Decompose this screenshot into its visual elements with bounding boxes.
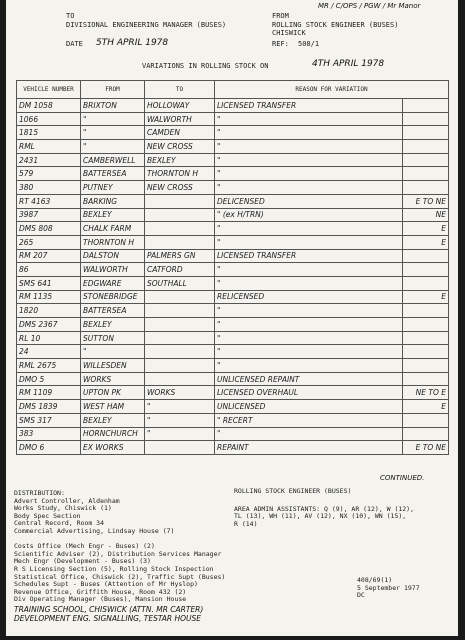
- cell-reason: ": [215, 181, 403, 195]
- cell-note: [403, 112, 449, 126]
- cell-to: NEW CROSS: [145, 181, 215, 195]
- cell-to: WALWORTH: [145, 112, 215, 126]
- cell-note: E: [403, 290, 449, 304]
- cell-reason: ": [215, 140, 403, 154]
- cell-note: NE TO E: [403, 386, 449, 400]
- cell-note: [403, 126, 449, 140]
- continued-note: CONTINUED.: [380, 474, 425, 482]
- cell-reason: " (ex H/TRN): [215, 208, 403, 222]
- table-row: [17, 194, 449, 208]
- cell-from: PUTNEY: [81, 181, 145, 195]
- cell-from: THORNTON H: [81, 235, 145, 249]
- distribution-line: Advert Controller, Aldenham: [14, 496, 120, 505]
- form-code: DC: [357, 591, 365, 600]
- table-row: [17, 304, 449, 318]
- cell-from: BRIXTON: [81, 99, 145, 113]
- cell-note: [403, 345, 449, 359]
- table-row: [17, 331, 449, 345]
- cell-reason: ": [215, 345, 403, 359]
- cell-note: [403, 153, 449, 167]
- cell-vehicle: DMO 6: [17, 441, 81, 455]
- area-assistants-line-2: TL (13), WH (11), AV (12), NX (10), WN (15),: [234, 512, 407, 521]
- cell-from: EDGWARE: [81, 276, 145, 290]
- cell-from: HORNCHURCH: [81, 427, 145, 441]
- cell-from: BEXLEY: [81, 318, 145, 332]
- cell-to: [145, 235, 215, 249]
- cell-note: [403, 181, 449, 195]
- form-date: 5 September 1977: [357, 583, 420, 592]
- table-row: [17, 99, 449, 113]
- cell-reason: LICENSED TRANSFER: [215, 99, 403, 113]
- cell-from: BARKING: [81, 194, 145, 208]
- cell-vehicle: RML 2675: [17, 359, 81, 373]
- cell-from: CHALK FARM: [81, 222, 145, 236]
- table-row: [17, 276, 449, 290]
- form-number: 408/69(1): [357, 576, 393, 584]
- cell-note: [403, 276, 449, 290]
- cell-to: [145, 304, 215, 318]
- table-row: [17, 263, 449, 277]
- cell-vehicle: 1066: [17, 112, 81, 126]
- table-row: [17, 318, 449, 332]
- cell-from: SUTTON: [81, 331, 145, 345]
- distribution-line: Revenue Office, Griffith House, Room 432 (2): [14, 587, 187, 596]
- table-row: [17, 181, 449, 195]
- to-header: TO: [145, 81, 215, 99]
- cell-reason: ": [215, 331, 403, 345]
- table-row: [17, 400, 449, 414]
- cell-note: E: [403, 222, 449, 236]
- cell-from: WALWORTH: [81, 263, 145, 277]
- cell-from: EX WORKS: [81, 441, 145, 455]
- table-row: [17, 290, 449, 304]
- cell-from: WEST HAM: [81, 400, 145, 414]
- handwritten-addressee: MR / C/OPS / PGW / Mr Manor: [318, 2, 421, 10]
- cell-reason: ": [215, 222, 403, 236]
- table-row: [17, 235, 449, 249]
- variations-table: [16, 80, 449, 455]
- cell-reason: DELICENSED: [215, 194, 403, 208]
- cell-vehicle: DMS 808: [17, 222, 81, 236]
- cell-note: [403, 99, 449, 113]
- cell-note: [403, 263, 449, 277]
- cell-vehicle: RM 207: [17, 249, 81, 263]
- table-row: [17, 167, 449, 181]
- cell-from: BATTERSEA: [81, 167, 145, 181]
- right-block: [234, 488, 414, 528]
- cell-note: [403, 304, 449, 318]
- distribution-line: Commercial Advertising, Lindsay House (7): [14, 526, 175, 535]
- cell-note: NE: [403, 208, 449, 222]
- to-label: TO: [66, 12, 75, 20]
- area-assistants-line-3: R (14): [234, 519, 258, 528]
- ref-value: 508/1: [298, 40, 320, 48]
- cell-reason: ": [215, 235, 403, 249]
- cell-vehicle: SMS 641: [17, 276, 81, 290]
- cell-note: [403, 140, 449, 154]
- cell-reason: REPAINT: [215, 441, 403, 455]
- cell-vehicle: 3987: [17, 208, 81, 222]
- cell-to: NEW CROSS: [145, 140, 215, 154]
- variations-title: VARIATIONS IN ROLLING STOCK ON: [142, 62, 269, 70]
- cell-reason: " RECERT: [215, 413, 403, 427]
- cell-vehicle: 24: [17, 345, 81, 359]
- cell-vehicle: 1815: [17, 126, 81, 140]
- from-name: ROLLING STOCK ENGINEER (BUSES): [272, 21, 399, 29]
- cell-vehicle: SMS 317: [17, 413, 81, 427]
- cell-to: CAMDEN: [145, 126, 215, 140]
- memo-date: 5TH APRIL 1978: [96, 38, 169, 48]
- table-row: [17, 427, 449, 441]
- cell-reason: ": [215, 126, 403, 140]
- right-block-heading: ROLLING STOCK ENGINEER (BUSES): [234, 487, 352, 495]
- cell-reason: ": [215, 167, 403, 181]
- cell-from: STONEBRIDGE: [81, 290, 145, 304]
- distribution-line: R S Licensing Section (5), Rolling Stock Inspection: [14, 564, 214, 573]
- cell-note: E: [403, 400, 449, 414]
- cell-reason: ": [215, 359, 403, 373]
- distribution-line: Body Spec Section: [14, 511, 81, 520]
- cell-from: DALSTON: [81, 249, 145, 263]
- cell-to: [145, 194, 215, 208]
- cell-from: ": [81, 112, 145, 126]
- cell-reason: ": [215, 304, 403, 318]
- distribution-line: Scientific Adviser (2), Distribution Services Manager: [14, 549, 222, 558]
- cell-note: [403, 249, 449, 263]
- cell-note: [403, 413, 449, 427]
- variations-date: 4TH APRIL 1978: [312, 59, 385, 69]
- cell-reason: ": [215, 263, 403, 277]
- cell-from: WILLESDEN: [81, 359, 145, 373]
- cell-to: WORKS: [145, 386, 215, 400]
- cell-from: CAMBERWELL: [81, 153, 145, 167]
- cell-to: BEXLEY: [145, 153, 215, 167]
- handwritten-distribution-1: TRAINING SCHOOL, CHISWICK (ATTN. MR CARTER): [14, 604, 204, 614]
- cell-from: ": [81, 345, 145, 359]
- cell-reason: ": [215, 318, 403, 332]
- cell-vehicle: 1820: [17, 304, 81, 318]
- distribution-block: [14, 490, 225, 623]
- cell-vehicle: 380: [17, 181, 81, 195]
- table-row: [17, 359, 449, 373]
- table-row: [17, 413, 449, 427]
- cell-to: ": [145, 400, 215, 414]
- table-row: [17, 153, 449, 167]
- cell-from: BEXLEY: [81, 208, 145, 222]
- cell-to: ": [145, 413, 215, 427]
- cell-to: [145, 318, 215, 332]
- cell-note: E TO NE: [403, 194, 449, 208]
- cell-vehicle: 2431: [17, 153, 81, 167]
- cell-from: WORKS: [81, 372, 145, 386]
- cell-to: SOUTHALL: [145, 276, 215, 290]
- cell-to: CATFORD: [145, 263, 215, 277]
- cell-vehicle: 383: [17, 427, 81, 441]
- cell-note: [403, 359, 449, 373]
- from-header: FROM: [81, 81, 145, 99]
- cell-reason: UNLICENSED REPAINT: [215, 372, 403, 386]
- cell-reason: ": [215, 427, 403, 441]
- cell-note: [403, 427, 449, 441]
- cell-vehicle: RM 1135: [17, 290, 81, 304]
- cell-to: HOLLOWAY: [145, 99, 215, 113]
- table-row: [17, 441, 449, 455]
- from-label: FROM: [272, 12, 289, 20]
- cell-reason: ": [215, 153, 403, 167]
- cell-vehicle: RL 10: [17, 331, 81, 345]
- cell-note: [403, 372, 449, 386]
- cell-vehicle: DMS 1839: [17, 400, 81, 414]
- memo-page: [6, 0, 458, 636]
- cell-to: [145, 359, 215, 373]
- distribution-line: Schedules Supt - Buses (Attention of Mr Hyslop): [14, 580, 198, 589]
- table-row: [17, 345, 449, 359]
- table-row: [17, 126, 449, 140]
- date-label: DATE: [66, 40, 83, 48]
- table-body: [17, 99, 449, 455]
- cell-note: [403, 318, 449, 332]
- distribution-line: Div Operating Manager (Buses), Mansion House: [14, 595, 187, 604]
- cell-from: BEXLEY: [81, 413, 145, 427]
- form-footer: [357, 577, 420, 600]
- cell-reason: UNLICENSED: [215, 400, 403, 414]
- table-header: [17, 81, 449, 99]
- distribution-list: [14, 498, 225, 604]
- cell-vehicle: 265: [17, 235, 81, 249]
- cell-vehicle: DMO 5: [17, 372, 81, 386]
- area-assistants-line-1: AREA ADMIN ASSISTANTS: Q (9), AR (12), W (12),: [234, 504, 415, 513]
- distribution-heading: DISTRIBUTION:: [14, 489, 65, 497]
- distribution-line: Costs Office (Mech Engr - Buses) (2): [14, 542, 155, 551]
- cell-reason: LICENSED TRANSFER: [215, 249, 403, 263]
- reason-header: REASON FOR VARIATION: [215, 81, 449, 99]
- cell-from: ": [81, 140, 145, 154]
- cell-from: ": [81, 126, 145, 140]
- cell-to: [145, 372, 215, 386]
- cell-to: [145, 208, 215, 222]
- cell-to: ": [145, 427, 215, 441]
- cell-to: [145, 290, 215, 304]
- distribution-line: Mech Engr (Development - Buses) (3): [14, 557, 151, 566]
- cell-reason: LICENSED OVERHAUL: [215, 386, 403, 400]
- distribution-line: Works Study, Chiswick (1): [14, 504, 112, 513]
- cell-to: [145, 345, 215, 359]
- table-row: [17, 208, 449, 222]
- handwritten-distribution-2: DEVELOPMENT ENG. SIGNALLING, TESTAR HOUSE: [14, 613, 201, 623]
- cell-note: [403, 331, 449, 345]
- cell-vehicle: DM 1058: [17, 99, 81, 113]
- vehicle-header: VEHICLE NUMBER: [17, 81, 81, 99]
- to-name: DIVISIONAL ENGINEERING MANAGER (BUSES): [66, 21, 227, 29]
- cell-reason: RELICENSED: [215, 290, 403, 304]
- cell-vehicle: 579: [17, 167, 81, 181]
- cell-to: [145, 331, 215, 345]
- from-place: CHISWICK: [272, 29, 306, 37]
- cell-from: BATTERSEA: [81, 304, 145, 318]
- cell-note: [403, 167, 449, 181]
- cell-to: [145, 222, 215, 236]
- table-row: [17, 386, 449, 400]
- cell-to: [145, 441, 215, 455]
- cell-vehicle: DMS 2367: [17, 318, 81, 332]
- cell-vehicle: 86: [17, 263, 81, 277]
- cell-reason: ": [215, 112, 403, 126]
- table-row: [17, 112, 449, 126]
- cell-vehicle: RM 1109: [17, 386, 81, 400]
- cell-from: UPTON PK: [81, 386, 145, 400]
- cell-vehicle: RT 4163: [17, 194, 81, 208]
- distribution-line: Central Record, Room 34: [14, 519, 105, 528]
- table-row: [17, 140, 449, 154]
- cell-reason: ": [215, 276, 403, 290]
- table-row: [17, 222, 449, 236]
- ref-label: REF:: [272, 40, 289, 48]
- cell-to: PALMERS GN: [145, 249, 215, 263]
- cell-to: THORNTON H: [145, 167, 215, 181]
- distribution-line: Statistical Office, Chiswick (2), Traffic Supt (Buses): [14, 572, 226, 581]
- cell-note: E: [403, 235, 449, 249]
- cell-note: E TO NE: [403, 441, 449, 455]
- table-row: [17, 372, 449, 386]
- table-row: [17, 249, 449, 263]
- cell-vehicle: RML: [17, 140, 81, 154]
